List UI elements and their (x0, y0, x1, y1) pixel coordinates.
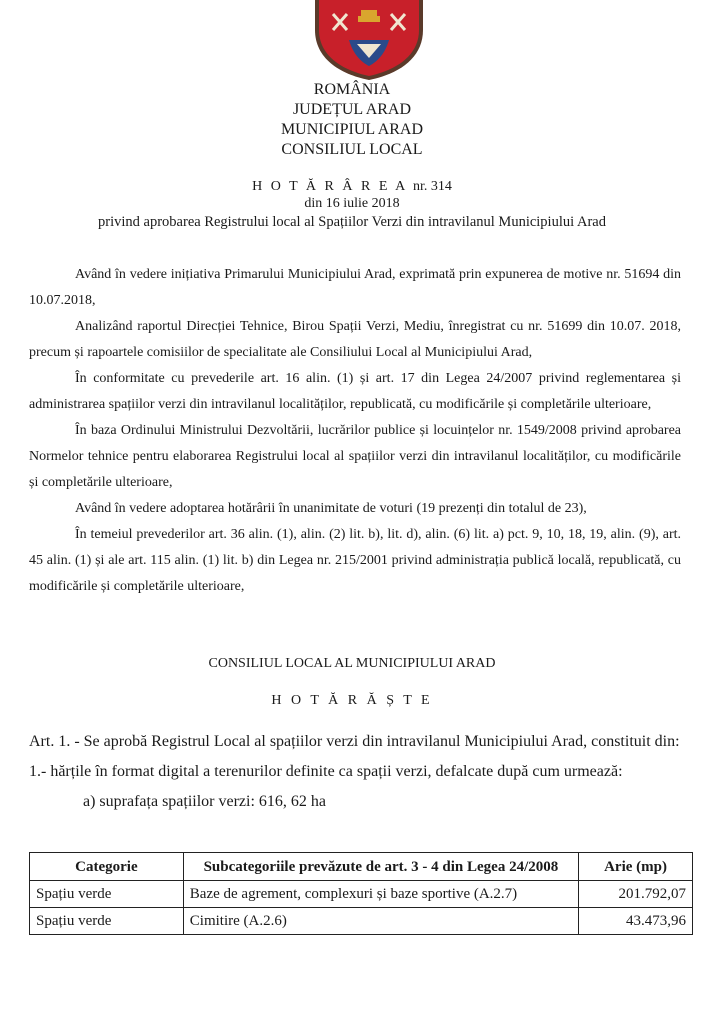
column-header-category: Categorie (30, 853, 184, 881)
council-name: CONSILIUL LOCAL (281, 141, 423, 158)
decision-number: nr. 314 (412, 179, 452, 194)
column-header-area: Arie (mp) (579, 853, 693, 881)
decision-subject: privind aprobarea Registrului local al Spațiilor Verzi din intravilanul Municipiului Arad (98, 214, 606, 230)
preamble-paragraph: În conformitate cu prevederile art. 16 alin. (1) și art. 17 din Legea 24/2007 privind reglementarea și administrarea spațiilor verzi din intravilanul localităților, republicată, cu modificările și completările ulterioare, (29, 371, 681, 412)
decision-heading (0, 178, 704, 212)
table-header-row (30, 853, 693, 881)
preamble (29, 262, 681, 600)
article-1 (29, 729, 681, 815)
article-item-1: 1.- hărțile în format digital a terenurilor definite ca spații verzi, defalcate după cum urmează: (29, 763, 623, 780)
decides-heading: H O T Ă R Ă Ș T E (271, 693, 433, 708)
preamble-paragraph: Având în vedere adoptarea hotărârii în unanimitate de voturi (19 prezenți din totalul de 23), (75, 501, 587, 516)
cell-category: Spațiu verde (30, 881, 184, 908)
preamble-paragraph: Analizând raportul Direcției Tehnice, Birou Spații Verzi, Mediu, înregistrat cu nr. 51699 din 10.07. 2018, precum și rapoartele comisiilor de specialitate ale Consiliului Local al Municipiului Arad, (29, 319, 681, 360)
council-title: CONSILIUL LOCAL AL MUNICIPIULUI ARAD (208, 656, 496, 671)
table-row (30, 908, 693, 935)
coat-of-arms-icon (313, 0, 425, 80)
decision-title: H O T Ă R Â R E A (252, 179, 407, 194)
decision-date: din 16 iulie 2018 (304, 196, 400, 211)
green-space-table (29, 852, 693, 935)
table-row (30, 881, 693, 908)
preamble-paragraph: În baza Ordinului Ministrului Dezvoltării, lucrărilor publice și locuințelor nr. 1549/2008 privind aprobarea Normelor tehnice pentru elaborarea Registrului local al spațiilor verzi din intravilanul localităților, cu modificările și completările ulterioare, (29, 423, 681, 490)
cell-area: 201.792,07 (579, 881, 693, 908)
column-header-subcategory: Subcategoriile prevăzute de art. 3 - 4 din Legea 24/2008 (183, 853, 578, 881)
cell-subcategory: Cimitire (A.2.6) (183, 908, 578, 935)
issuer-header (0, 80, 704, 160)
county-name: JUDEȚUL ARAD (292, 101, 412, 118)
article-1-text: Art. 1. - Se aprobă Registrul Local al spațiilor verzi din intravilanul Municipiului Arad, constituit din: (29, 733, 680, 750)
cell-subcategory: Baze de agrement, complexuri și baze sportive (A.2.7) (183, 881, 578, 908)
cell-area: 43.473,96 (579, 908, 693, 935)
country-name: ROMÂNIA (313, 81, 391, 98)
preamble-paragraph: Având în vedere inițiativa Primarului Municipiului Arad, exprimată prin expunerea de motive nr. 51694 din 10.07.2018, (29, 267, 681, 308)
cell-category: Spațiu verde (30, 908, 184, 935)
preamble-paragraph: În temeiul prevederilor art. 36 alin. (1), alin. (2) lit. b), lit. d), alin. (6) lit. a) pct. 9, 10, 18, 19, alin. (9), art. 45 alin. (1) și ale art. 115 alin. (1) lit. b) din Legea nr. 215/2001 privind administrația publică locală, republicată, cu modificările și completările ulterioare, (29, 527, 681, 594)
article-item-a: a) suprafața spațiilor verzi: 616, 62 ha (83, 793, 327, 810)
municipality-name: MUNICIPIUL ARAD (280, 121, 424, 138)
